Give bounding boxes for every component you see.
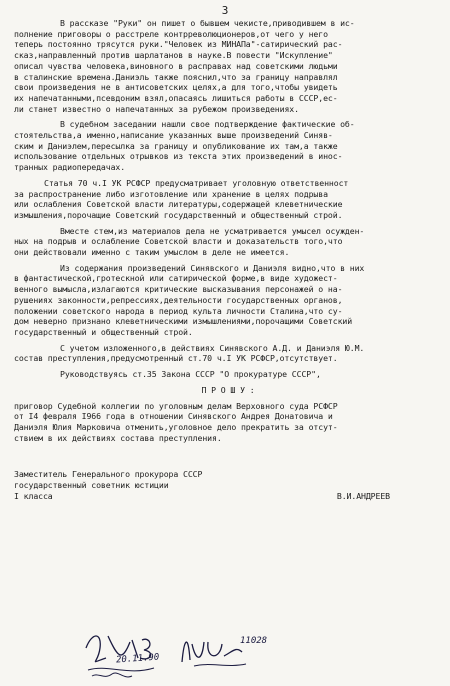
handwritten-number: 11028 xyxy=(240,636,268,646)
signer-title-line1: Заместитель Генерального прокурора СССР xyxy=(14,469,203,480)
paragraphs xyxy=(14,18,442,380)
page-number: 3 xyxy=(221,4,229,17)
paragraph-2 xyxy=(14,119,442,173)
text-line: свои произведения не в антисоветских целях,а для того,чтобы увидеть xyxy=(14,82,338,93)
text-line: Руководствуясь ст.35 Закона СССР "О прокуратуре СССР", xyxy=(60,369,321,380)
text-line: использование отдельных отрывков из текста этих произведений в инос- xyxy=(14,151,343,162)
request-heading: П Р О Ш У : xyxy=(201,384,255,395)
text-line: описал чувства человека,виновного в расправах над советскими людьми xyxy=(14,60,338,71)
text-line: их напечатанными,псевдоним взял,опасаясь лишиться работы в СССР,ес- xyxy=(14,92,338,103)
text-line: полнение приговоры о расстреле контрреволюционеров,от чего у него xyxy=(14,28,328,39)
text-line: положении советского народа в период культа личности Сталина,что су- xyxy=(14,305,343,316)
text-line: рушениях законности,репрессиях,деятельности государственных органов, xyxy=(14,294,343,305)
paragraph-7 xyxy=(14,369,442,380)
text-line: теперь постоянно трясутся руки."Человек из МИНАПа"-сатирический рас- xyxy=(14,39,343,50)
paragraph-1 xyxy=(14,18,442,114)
text-line: в сталинские времена.Даниэль также пояснил,что за границу направлял xyxy=(14,71,338,82)
text-line: от I4 февраля I966 года в отношении Синявского Андрея Донатовича и xyxy=(14,411,333,422)
text-line: государственный и общественный строй. xyxy=(14,326,193,337)
text-line: венного вымысла,излагаются критические высказывания персонажей о на- xyxy=(14,284,343,295)
text-line: сказ,направленный против шарлатанов в науке.В повести "Искупление" xyxy=(14,50,333,61)
text-line: ли станет известно о напечатанных за рубежом произведениях. xyxy=(14,103,299,114)
text-line: ским и Даниэлем,пересылка за границу и опубликование их там,а также xyxy=(14,140,338,151)
text-line: С учетом изложенного,в действиях Синявского А.Д. и Даниэля Ю.М. xyxy=(60,342,365,353)
paragraph-4 xyxy=(14,226,442,258)
signer-name: В.И.АНДРЕЕВ xyxy=(336,490,390,501)
text-line: ствием в их действиях состава преступления. xyxy=(14,432,222,443)
text-line: ных на подрыв и ослабление Советской власти и доказательств того,что xyxy=(14,236,343,247)
text-line: Вместе стем,из материалов дела не усматривается умысел осужден- xyxy=(60,225,365,236)
text-line: В судебном заседании нашли свое подтверждение фактические об- xyxy=(60,119,355,130)
text-line: Статья 70 ч.I УК РСФСР предусматривает уголовную ответственност xyxy=(44,177,349,188)
text-line: они действовали именно с таким умыслом в деле не имеется. xyxy=(14,247,290,258)
text-line: за распространение либо изготовление или хранение в целях подрыва xyxy=(14,188,328,199)
text-line: состав преступления,предусмотренный ст.70 ч.I УК РСФСР,отсутствует. xyxy=(14,353,338,364)
text-line: стоятельства,а именно,написание указанных выше произведений Синяв- xyxy=(14,130,333,141)
document-body xyxy=(14,18,442,502)
paragraph-3 xyxy=(14,178,442,221)
text-line: в фантастической,гротескной или сатирической форме,в виде художест- xyxy=(14,273,338,284)
signature-block xyxy=(14,469,442,501)
text-line: В рассказе "Руки" он пишет о бывшем чекисте,приводившем в ис- xyxy=(60,18,355,28)
text-line: дом неверно признано клеветническими измышлениями,порочащими Советский xyxy=(14,316,353,327)
text-line: или ослабления Советской власти литературы,содержащей клеветнические xyxy=(14,199,343,210)
signer-title-line2: государственный советник юстиции xyxy=(14,480,169,491)
signer-title-line3: I класса xyxy=(14,490,53,501)
text-line: Из содержания произведений Синявского и Даниэля видно,что в них xyxy=(60,262,365,273)
handwritten-date: 20.11.90 xyxy=(115,652,160,666)
text-line: Даниэля Юлия Марковича отменить,уголовное дело прекратить за отсут- xyxy=(14,421,338,432)
text-line: приговор Судебной коллегии по уголовным делам Верховного суда РСФСР xyxy=(14,400,338,411)
handwritten-signature-2 xyxy=(176,622,266,672)
text-line: измышления,порочащие Советский государственный и общественный строй. xyxy=(14,209,343,220)
text-line: транных радиопередачах. xyxy=(14,162,126,173)
paragraph-6 xyxy=(14,343,442,364)
request-paragraph xyxy=(14,401,442,444)
paragraph-5 xyxy=(14,263,442,338)
